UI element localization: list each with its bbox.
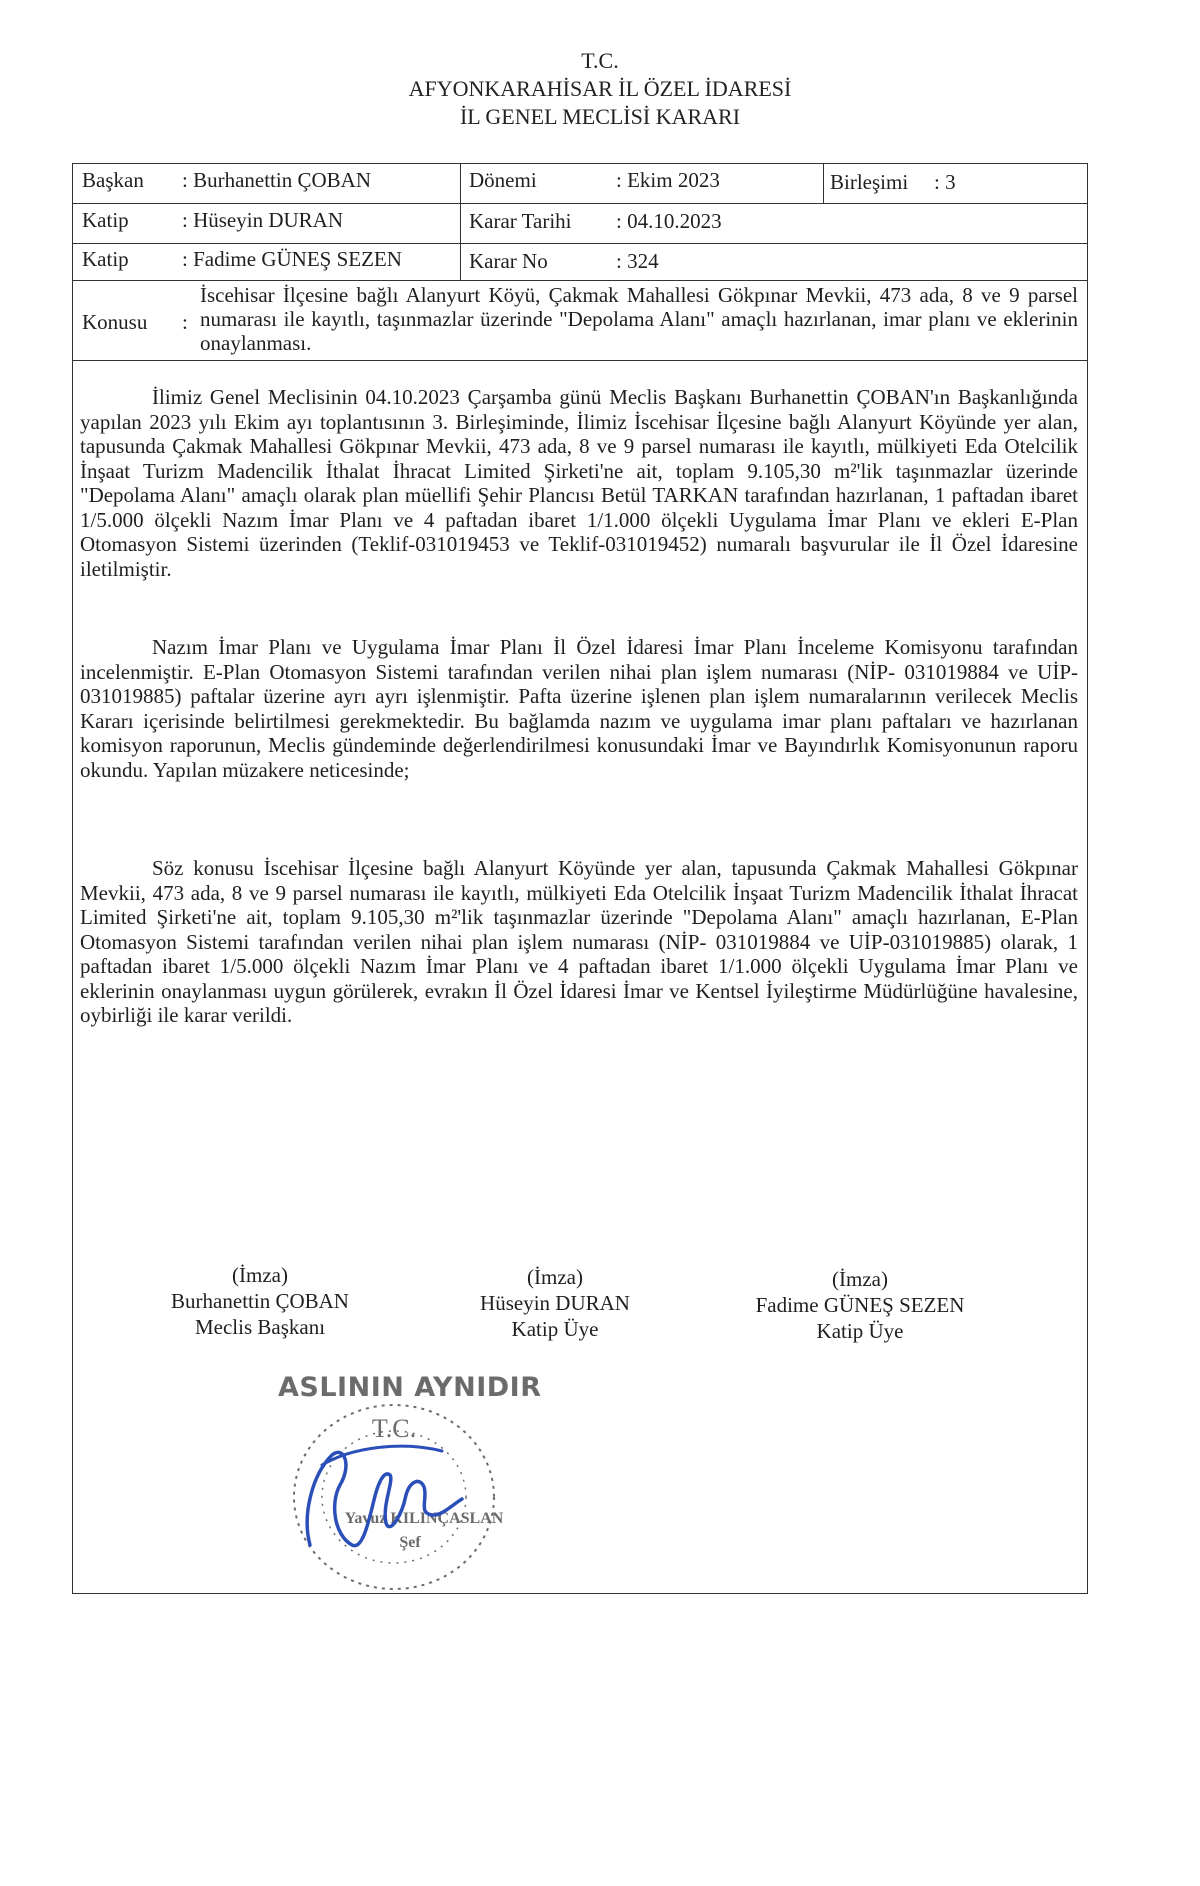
signature-imza: (İmza) <box>527 1265 583 1289</box>
katip1-label: Katip <box>82 208 129 232</box>
table-divider <box>823 163 824 203</box>
signature-title: Meclis Başkanı <box>194 1315 326 1339</box>
konusu-value: İscehisar İlçesine bağlı Alanyurt Köyü, Çakmak Mahallesi Gökpınar Mevkii, 473 ada, 8 ve 9 parsel numarası ile kayıtlı, taşınmazlar üzerinde "Depolama Alanı" amaçlı hazırlanan, imar planı ve eklerinin onaylanması. <box>200 283 1078 355</box>
table-divider <box>460 163 461 280</box>
katip1-value: : Hüseyin DURAN <box>182 208 343 232</box>
signature-name: Fadime GÜNEŞ SEZEN <box>755 1293 965 1317</box>
karar-tarihi-value: : 04.10.2023 <box>616 209 722 233</box>
karar-no-value: : 324 <box>616 249 659 273</box>
paragraph-3-text: Söz konusu İscehisar İlçesine bağlı Alanyurt Köyünde yer alan, tapusunda Çakmak Mahallesi Gökpınar Mevkii, 473 ada, 8 ve 9 parsel numarası ile kayıtlı, mülkiyeti Eda Otelcilik İnşaat Turizm Madencilik İthalat İhracat Limited Şirketi'ne ait, toplam 9.105,30 m²'lik taşınmazlar üzerinde "Depolama Alanı" amaçlı hazırlanan, E-Plan Otomasyon Sistemi tarafından verilen nihai plan işlem numarası (NİP- 031019884 ve UİP-031019885) olarak, 1 paftadan ibaret 1/5.000 ölçekli Nazım İmar Planı ve 4 paftadan ibaret 1/1.000 ölçekli Uygulama İmar Planı ve eklerinin onaylanması uygun görülerek, evrakın İl Özel İdaresi İmar ve Kentsel İyileştirme Müdürlüğüne havalesine, oybirliği ile karar verildi. <box>80 856 1078 1027</box>
signature-title: Katip Üye <box>816 1319 904 1343</box>
header-institution: AFYONKARAHİSAR İL ÖZEL İDARESİ <box>408 76 792 101</box>
birlesimi-label: Birleşimi <box>830 170 909 194</box>
donemi-label: Dönemi <box>469 168 537 192</box>
header-tc: T.C. <box>581 48 619 73</box>
katip2-value: : Fadime GÜNEŞ SEZEN <box>182 247 402 271</box>
body-paragraph-3 <box>80 856 1078 1028</box>
katip2-label: Katip <box>82 247 129 271</box>
signature-name: Hüseyin DURAN <box>480 1291 630 1315</box>
seal-inner-ring <box>322 1431 466 1563</box>
body-paragraph-2 <box>80 635 1078 782</box>
signature-imza: (İmza) <box>832 1267 888 1291</box>
certified-copy-stamp: ASLININ AYNIDIR <box>278 1372 542 1403</box>
signature-name: Burhanettin ÇOBAN <box>171 1289 349 1313</box>
table-divider <box>72 243 1088 244</box>
signature-imza: (İmza) <box>232 1263 288 1287</box>
signature-block-baskan <box>140 1262 380 1340</box>
handwritten-signature-stroke <box>322 1446 442 1465</box>
donemi-value: : Ekim 2023 <box>616 168 720 192</box>
seal-top-text: T.C. <box>371 1414 417 1443</box>
baskan-label: Başkan <box>82 168 144 192</box>
official-seal <box>282 1395 512 1595</box>
table-divider <box>72 360 1088 361</box>
konusu-label: Konusu <box>82 310 148 334</box>
baskan-value: : Burhanettin ÇOBAN <box>182 168 371 192</box>
signature-title: Katip Üye <box>511 1317 599 1341</box>
signature-block-katip1 <box>440 1264 670 1342</box>
karar-tarihi-label: Karar Tarihi <box>469 209 572 233</box>
konusu-colon: : <box>182 310 188 334</box>
seal-name-text: Yavuz KILINÇASLAN <box>344 1510 504 1527</box>
seal-title-text: Şef <box>399 1534 421 1551</box>
paragraph-1-text: İlimiz Genel Meclisinin 04.10.2023 Çarşamba günü Meclis Başkanı Burhanettin ÇOBAN'ın Başkanlığında yapılan 2023 yılı Ekim ayı toplantısının 3. Birleşiminde, İlimiz İscehisar İlçesine bağlı Alanyurt Köyünde yer alan, tapusunda Çakmak Mahallesi Gökpınar Mevkii, 473 ada, 8 ve 9 parsel numarası ile kayıtlı, mülkiyeti Eda Otelcilik İnşaat Turizm Madencilik İthalat İhracat Limited Şirketi'ne ait, toplam 9.105,30 m²'lik taşınmazlar üzerinde "Depolama Alanı" amaçlı olarak plan müellifi Şehir Plancısı Betül TARKAN tarafından hazırlanan, 1 paftadan ibaret 1/5.000 ölçekli Nazım İmar Planı ve 4 paftadan ibaret 1/1.000 ölçekli Uygulama İmar Planı ve ekleri E-Plan Otomasyon Sistemi üzerinden (Teklif-031019453 ve Teklif-031019452) numaralı başvurular ile İl Özel İdaresine iletilmiştir. <box>80 385 1078 581</box>
paragraph-2-text: Nazım İmar Planı ve Uygulama İmar Planı İl Özel İdaresi İmar Planı İnceleme Komisyonu tarafından incelenmiştir. E-Plan Otomasyon Sistemi tarafından verilen nihai plan işlem numarası (NİP- 031019884 ve UİP-031019885) paftalar üzerine ayrı ayrı işlenmiştir. Pafta üzerine işlenen plan işlem numaralarının verilecek Meclis Kararı içerisinde belirtilmesi gerekmektedir. Bu bağlamda nazım ve uygulama imar planı paftaları ve hazırlanan komisyon raporunun, Meclis gündeminde değerlendirilmesi konusundaki İmar ve Bayındırlık Komisyonunun raporu okundu. Yapılan müzakere neticesinde; <box>80 635 1078 782</box>
karar-no-label: Karar No <box>469 249 548 273</box>
body-paragraph-1 <box>80 385 1078 581</box>
signature-block-katip2 <box>730 1266 990 1344</box>
table-divider <box>72 203 1088 204</box>
table-divider <box>72 280 1088 281</box>
birlesimi-value: : 3 <box>934 170 956 194</box>
header-document-type: İL GENEL MECLİSİ KARARI <box>459 104 741 129</box>
